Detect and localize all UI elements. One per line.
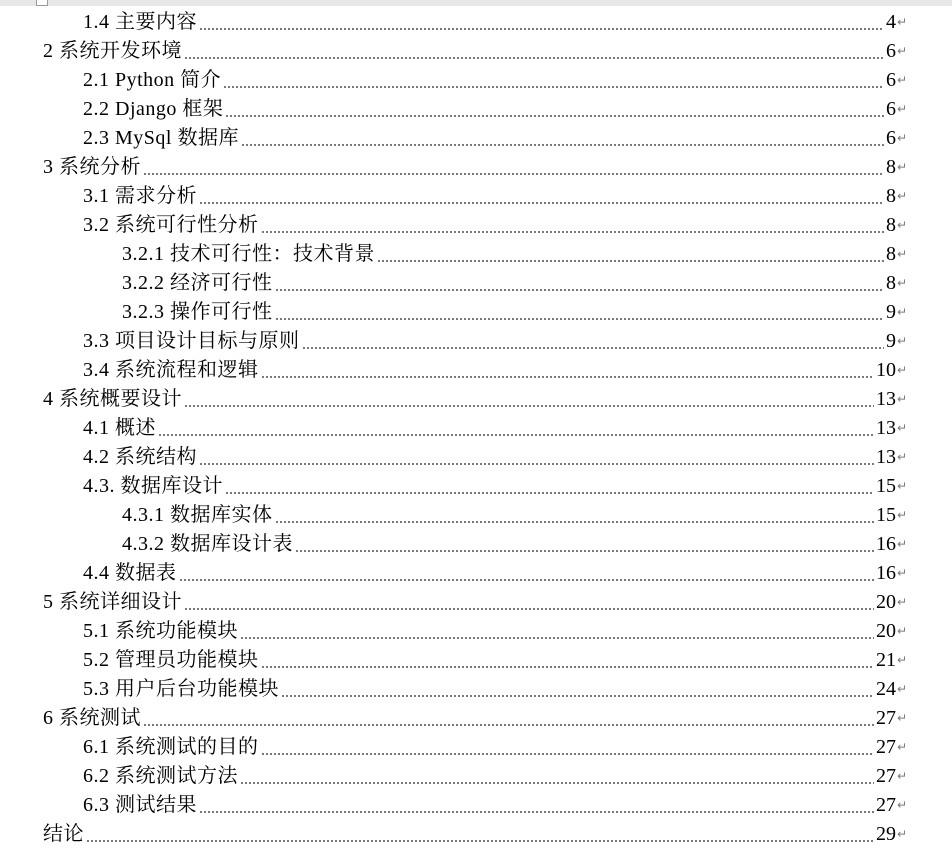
toc-entry[interactable] [0, 733, 952, 762]
toc-entry[interactable] [0, 617, 952, 646]
toc-page-number: 15 [876, 504, 896, 526]
toc-page-number: 13 [876, 417, 896, 439]
toc-entry-title: 2.2 Django 框架 [83, 98, 224, 120]
toc-page-number: 6 [886, 127, 896, 149]
paragraph-mark-icon: ↵ [897, 595, 908, 609]
toc-entry-title: 6.3 测试结果 [83, 794, 197, 816]
toc-dot-leader [184, 608, 874, 610]
toc-dot-leader [241, 144, 884, 146]
paragraph-mark-icon: ↵ [897, 363, 908, 377]
toc-entry-title: 3.2.1 技术可行性：技术背景 [122, 243, 375, 265]
toc-entry[interactable] [0, 153, 952, 182]
paragraph-mark-icon: ↵ [897, 653, 908, 667]
toc-entry-title: 6 系统测试 [43, 707, 141, 729]
toc-page-number: 8 [886, 185, 896, 207]
toc-dot-leader [377, 260, 884, 262]
toc-page-number: 9 [886, 330, 896, 352]
paragraph-mark-icon: ↵ [897, 15, 908, 29]
toc-entry-title: 3.2.2 经济可行性 [122, 272, 273, 294]
toc-entry[interactable] [0, 646, 952, 675]
toc-dot-leader [86, 840, 874, 842]
toc-entry-title: 3.1 需求分析 [83, 185, 197, 207]
paragraph-mark-icon: ↵ [897, 305, 908, 319]
toc-page-number: 8 [886, 272, 896, 294]
toc-page-number: 6 [886, 98, 896, 120]
text-boundary-corner-mark [36, 0, 48, 6]
toc-page-number: 10 [876, 359, 896, 381]
toc-entry[interactable] [0, 414, 952, 443]
toc-entry-title: 2 系统开发环境 [43, 40, 182, 62]
paragraph-mark-icon: ↵ [897, 392, 908, 406]
toc-entry-title: 4.1 概述 [83, 417, 156, 439]
toc-page-number: 27 [876, 765, 896, 787]
paragraph-mark-icon: ↵ [897, 73, 908, 87]
toc-entry-title: 3.4 系统流程和逻辑 [83, 359, 259, 381]
toc-entry-title: 4.2 系统结构 [83, 446, 197, 468]
paragraph-mark-icon: ↵ [897, 160, 908, 174]
toc-dot-leader [295, 550, 874, 552]
toc-dot-leader [261, 231, 885, 233]
toc-entry[interactable] [0, 704, 952, 733]
page-top-edge [0, 0, 952, 6]
toc-dot-leader [261, 753, 875, 755]
paragraph-mark-icon: ↵ [897, 276, 908, 290]
toc-entry[interactable] [0, 356, 952, 385]
toc-entry-title: 结论 [43, 823, 84, 845]
paragraph-mark-icon: ↵ [897, 102, 908, 116]
toc-dot-leader [240, 637, 874, 639]
toc-page-number: 8 [886, 243, 896, 265]
toc-entry-title: 5.1 系统功能模块 [83, 620, 238, 642]
toc-dot-leader [184, 57, 884, 59]
toc-page-number: 24 [876, 678, 896, 700]
toc-page-number: 4 [886, 11, 896, 33]
toc-entry[interactable] [0, 66, 952, 95]
toc-entry[interactable] [0, 588, 952, 617]
toc-entry[interactable] [0, 443, 952, 472]
toc-dot-leader [240, 782, 874, 784]
toc-page-number: 13 [876, 446, 896, 468]
toc-entry[interactable] [0, 820, 952, 849]
toc-page-number: 27 [876, 794, 896, 816]
toc-entry[interactable] [0, 8, 952, 37]
toc-dot-leader [199, 811, 874, 813]
toc-page-number: 9 [886, 301, 896, 323]
paragraph-mark-icon: ↵ [897, 740, 908, 754]
paragraph-mark-icon: ↵ [897, 566, 908, 580]
toc-dot-leader [302, 347, 885, 349]
toc-page-number: 27 [876, 736, 896, 758]
toc-dot-leader [281, 695, 874, 697]
toc-entry-title: 4.3.2 数据库设计表 [122, 533, 293, 555]
toc-page-number: 29 [876, 823, 896, 845]
paragraph-mark-icon: ↵ [897, 218, 908, 232]
toc-dot-leader [261, 376, 875, 378]
toc-dot-leader [143, 173, 884, 175]
toc-page-number: 15 [876, 475, 896, 497]
paragraph-mark-icon: ↵ [897, 44, 908, 58]
toc-page-number: 6 [886, 69, 896, 91]
paragraph-mark-icon: ↵ [897, 537, 908, 551]
toc-entry-title: 6.2 系统测试方法 [83, 765, 238, 787]
toc-page-number: 20 [876, 620, 896, 642]
toc-entry-title: 3 系统分析 [43, 156, 141, 178]
toc-dot-leader [223, 86, 884, 88]
toc-entry[interactable] [0, 501, 952, 530]
toc-page-number: 13 [876, 388, 896, 410]
paragraph-mark-icon: ↵ [897, 131, 908, 145]
toc-page-number: 20 [876, 591, 896, 613]
toc-page-number: 16 [876, 533, 896, 555]
toc-entry-title: 3.3 项目设计目标与原则 [83, 330, 300, 352]
paragraph-mark-icon: ↵ [897, 189, 908, 203]
toc-page-number: 6 [886, 40, 896, 62]
toc-entry[interactable] [0, 559, 952, 588]
paragraph-mark-icon: ↵ [897, 769, 908, 783]
toc-entry[interactable] [0, 530, 952, 559]
toc-dot-leader [261, 666, 875, 668]
toc-entry-title: 4 系统概要设计 [43, 388, 182, 410]
toc-entry[interactable] [0, 675, 952, 704]
paragraph-mark-icon: ↵ [897, 624, 908, 638]
paragraph-mark-icon: ↵ [897, 334, 908, 348]
toc-page-number: 21 [876, 649, 896, 671]
toc-entry-title: 3.2.3 操作可行性 [122, 301, 273, 323]
paragraph-mark-icon: ↵ [897, 247, 908, 261]
toc-entry-title: 2.3 MySql 数据库 [83, 127, 239, 149]
toc-entry-title: 3.2 系统可行性分析 [83, 214, 259, 236]
paragraph-mark-icon: ↵ [897, 827, 908, 841]
toc-dot-leader [275, 318, 885, 320]
toc-dot-leader [199, 202, 884, 204]
toc-entry[interactable] [0, 182, 952, 211]
toc-entry[interactable] [0, 472, 952, 501]
toc-dot-leader [158, 434, 874, 436]
paragraph-mark-icon: ↵ [897, 421, 908, 435]
paragraph-mark-icon: ↵ [897, 450, 908, 464]
toc-page-number: 8 [886, 156, 896, 178]
toc-dot-leader [275, 521, 875, 523]
toc-dot-leader [179, 579, 875, 581]
toc-dot-leader [143, 724, 874, 726]
paragraph-mark-icon: ↵ [897, 711, 908, 725]
toc-entry[interactable] [0, 791, 952, 820]
paragraph-mark-icon: ↵ [897, 798, 908, 812]
toc-dot-leader [184, 405, 874, 407]
toc-entry-title: 6.1 系统测试的目的 [83, 736, 259, 758]
toc-entry-title: 4.4 数据表 [83, 562, 177, 584]
toc-entry[interactable] [0, 95, 952, 124]
toc-entry-title: 4.3. 数据库设计 [83, 475, 223, 497]
toc-entry-title: 5 系统详细设计 [43, 591, 182, 613]
toc-entry[interactable] [0, 124, 952, 153]
toc-dot-leader [199, 28, 884, 30]
paragraph-mark-icon: ↵ [897, 508, 908, 522]
toc-entry[interactable] [0, 327, 952, 356]
toc-page-number: 27 [876, 707, 896, 729]
toc-entry[interactable] [0, 240, 952, 269]
toc-dot-leader [225, 492, 874, 494]
toc-entry[interactable] [0, 385, 952, 414]
toc-dot-leader [225, 115, 884, 117]
toc-entry-title: 5.2 管理员功能模块 [83, 649, 259, 671]
toc-page-number: 8 [886, 214, 896, 236]
toc-entry[interactable] [0, 211, 952, 240]
toc-entry-title: 2.1 Python 简介 [83, 69, 222, 91]
paragraph-mark-icon: ↵ [897, 682, 908, 696]
toc-entry-title: 1.4 主要内容 [83, 11, 197, 33]
toc-page-number: 16 [876, 562, 896, 584]
toc-dot-leader [275, 289, 885, 291]
toc-entry[interactable] [0, 37, 952, 66]
toc-entry-title: 4.3.1 数据库实体 [122, 504, 273, 526]
toc-entry[interactable] [0, 269, 952, 298]
toc-entry[interactable] [0, 762, 952, 791]
toc-dot-leader [199, 463, 874, 465]
paragraph-mark-icon: ↵ [897, 479, 908, 493]
toc-entry-title: 5.3 用户后台功能模块 [83, 678, 279, 700]
toc-entry[interactable] [0, 298, 952, 327]
